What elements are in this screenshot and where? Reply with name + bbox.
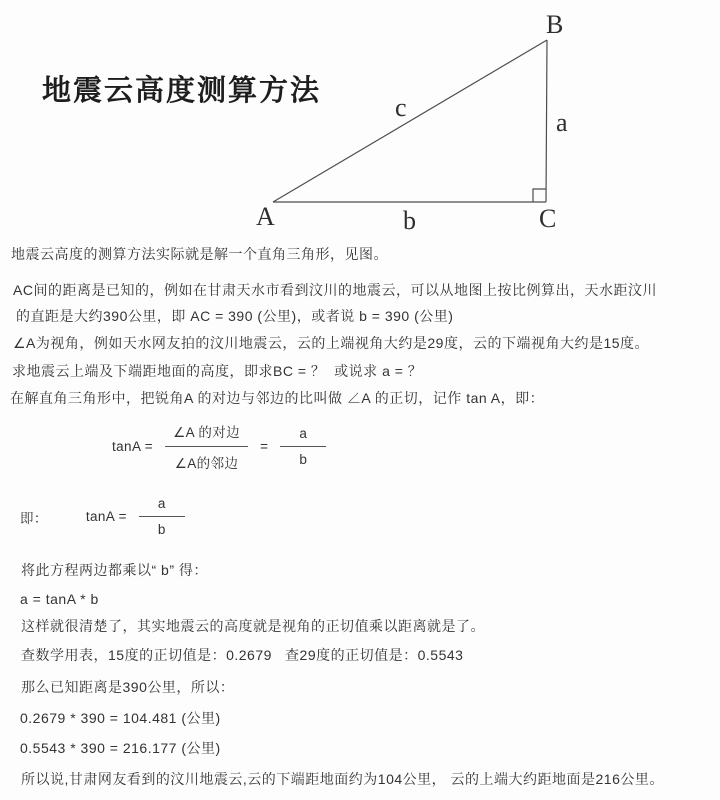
paragraph-question: 求地震云上端及下端距地面的高度，即求BC = ？ 或说求 a = ？ [12, 363, 423, 379]
paragraph-intro: 地震云高度的测算方法实际就是解一个直角三角形，见图。 [11, 246, 388, 262]
paragraph-conclusion: 所以说,甘肃网友看到的汶川地震云,云的下端距地面约为104公里， 云的上端大约距地面是216公里。 [21, 771, 664, 787]
side-a-label: a [556, 108, 568, 137]
vertex-c-label: C [539, 204, 557, 233]
fraction-numerator: a [139, 495, 185, 517]
paragraph-view-angle: ∠A为视角，例如天水网友拍的汶川地震云，云的上端视角大约是29度，云的下端视角大约是15度。 [13, 335, 650, 351]
paragraph-distance-2: 的直距是大约390公里，即 AC = 390 (公里)，或者说 b = 390 (公里) [16, 308, 454, 324]
formula-lhs: tanA = [85, 509, 127, 524]
side-b-label: b [403, 206, 416, 235]
fraction-opposite-adjacent [165, 420, 248, 473]
fraction-denominator: ∠A的邻边 [174, 456, 239, 471]
paragraph-calc-lower: 0.2679 * 390 = 104.481 (公里) [20, 710, 221, 726]
side-c-label: c [395, 93, 407, 122]
equals-sign: = [260, 439, 269, 454]
formula-lhs: tanA = [112, 439, 154, 454]
right-triangle-diagram [0, 0, 720, 240]
tan-simple-formula [20, 495, 185, 538]
paragraph-distance-1: AC间的距离是已知的，例如在甘肃天水市看到汶川的地震云，可以从地图上按比例算出，天水距汶川 [13, 282, 657, 298]
fraction-numerator: ∠A 的对边 [165, 420, 248, 447]
vertex-a-label: A [256, 202, 275, 231]
formula-label: 即： [20, 510, 48, 526]
triangle-vertical-side [546, 40, 547, 202]
vertex-b-label: B [546, 10, 564, 39]
page-title: 地震云高度测算方法 [42, 75, 322, 107]
fraction-numerator: a [280, 425, 326, 447]
triangle-hypotenuse [273, 40, 547, 202]
fraction-denominator: b [299, 452, 308, 467]
paragraph-calc-upper: 0.5543 * 390 = 216.177 (公里) [20, 740, 221, 756]
paragraph-explanation: 这样就很清楚了，其实地震云的高度就是视角的正切值乘以距离就是了。 [21, 618, 485, 634]
right-angle-marker [533, 189, 546, 202]
paragraph-a-equals: a = tanA * b [20, 591, 99, 607]
paragraph-tan-values: 查数学用表，15度的正切值是：0.2679 查29度的正切值是：0.5543 [21, 647, 464, 663]
paragraph-known-distance: 那么已知距离是390公里，所以： [21, 679, 235, 695]
paragraph-multiply-b: 将此方程两边都乘以“ b” 得： [21, 562, 208, 578]
fraction-denominator: b [157, 522, 166, 537]
tan-definition-formula [112, 420, 326, 473]
fraction-a-over-b [280, 425, 326, 468]
paragraph-tan-intro: 在解直角三角形中，把锐角A 的对边与邻边的比叫做 ∠A 的正切，记作 tan A，即： [10, 390, 545, 406]
fraction-a-over-b [139, 495, 185, 538]
